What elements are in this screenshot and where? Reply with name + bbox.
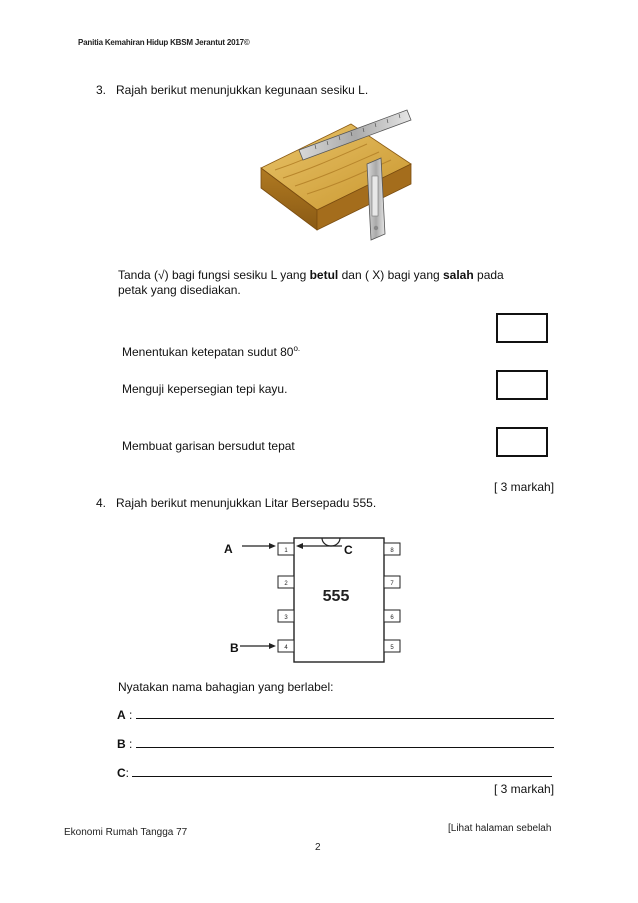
pin-5-label: 5 — [390, 645, 394, 651]
label-a: A — [224, 542, 233, 556]
answer-a-sep: : — [125, 708, 136, 722]
instruction-betul: betul — [309, 268, 339, 282]
instruction-text-2: dan ( X) bagi yang — [338, 268, 443, 282]
answer-c-label: C — [117, 766, 126, 780]
answer-a-label: A — [117, 708, 126, 722]
option-3: Membuat garisan bersudut tepat — [122, 439, 295, 453]
question-3-marks: [ 3 markah] — [494, 480, 555, 494]
arrow-a-head — [269, 543, 276, 549]
pin-4-label: 4 — [284, 645, 288, 651]
answer-c-line[interactable] — [132, 766, 552, 777]
question-3-instruction — [118, 268, 504, 282]
question-3-instruction-line2: petak yang disediakan. — [118, 283, 241, 297]
pin-3-label: 3 — [284, 615, 288, 621]
label-b: B — [230, 641, 239, 655]
footer-left: Ekonomi Rumah Tangga 77 — [64, 827, 188, 838]
page-header: Panitia Kemahiran Hidup KBSM Jerantut 2017© — [78, 38, 250, 47]
question-3-text: Rajah berikut menunjukkan kegunaan sesiku L. — [116, 83, 369, 97]
label-c: C — [344, 543, 353, 557]
chip-label: 555 — [322, 588, 350, 605]
question-4-prompt: Nyatakan nama bahagian yang berlabel: — [118, 680, 334, 694]
page-number: 2 — [315, 842, 321, 853]
pin-7-label: 7 — [390, 581, 394, 587]
answer-b-line[interactable] — [136, 737, 554, 748]
footer-right: [Lihat halaman sebelah — [448, 823, 552, 834]
instruction-text-3: pada — [473, 268, 504, 282]
checkbox-option-1[interactable] — [496, 313, 548, 343]
question-3-number: 3. — [96, 83, 107, 97]
question-4-text: Rajah berikut menunjukkan Litar Bersepadu 555. — [116, 496, 377, 510]
option-2: Menguji kepersegian tepi kayu. — [122, 382, 288, 396]
answer-row-b — [117, 737, 554, 751]
answer-row-a — [117, 708, 554, 722]
answer-row-c — [117, 766, 552, 780]
ic-555-diagram — [214, 528, 414, 664]
option-1-sup: o. — [293, 344, 301, 353]
arrow-b-head — [269, 643, 276, 649]
pin-1-label: 1 — [284, 548, 288, 554]
pin-8-label: 8 — [390, 548, 394, 554]
pin-6-label: 6 — [390, 615, 394, 621]
answer-a-line[interactable] — [136, 708, 554, 719]
instruction-text-1: Tanda (√) bagi fungsi sesiku L yang — [118, 268, 310, 282]
answer-b-sep: : — [125, 737, 136, 751]
question-4-stem — [96, 496, 376, 510]
instruction-salah: salah — [443, 268, 474, 282]
question-4-marks: [ 3 markah] — [494, 782, 555, 796]
option-1 — [122, 344, 300, 359]
checkbox-option-3[interactable] — [496, 427, 548, 457]
pin-2-label: 2 — [284, 581, 288, 587]
answer-b-label: B — [117, 737, 126, 751]
question-3-stem — [96, 83, 368, 97]
checkbox-option-2[interactable] — [496, 370, 548, 400]
answer-c-sep: : — [125, 766, 133, 780]
option-1-text: Menentukan ketepatan sudut 80 — [122, 345, 294, 359]
question-4-number: 4. — [96, 496, 107, 510]
l-square-on-wood-image — [255, 106, 415, 250]
